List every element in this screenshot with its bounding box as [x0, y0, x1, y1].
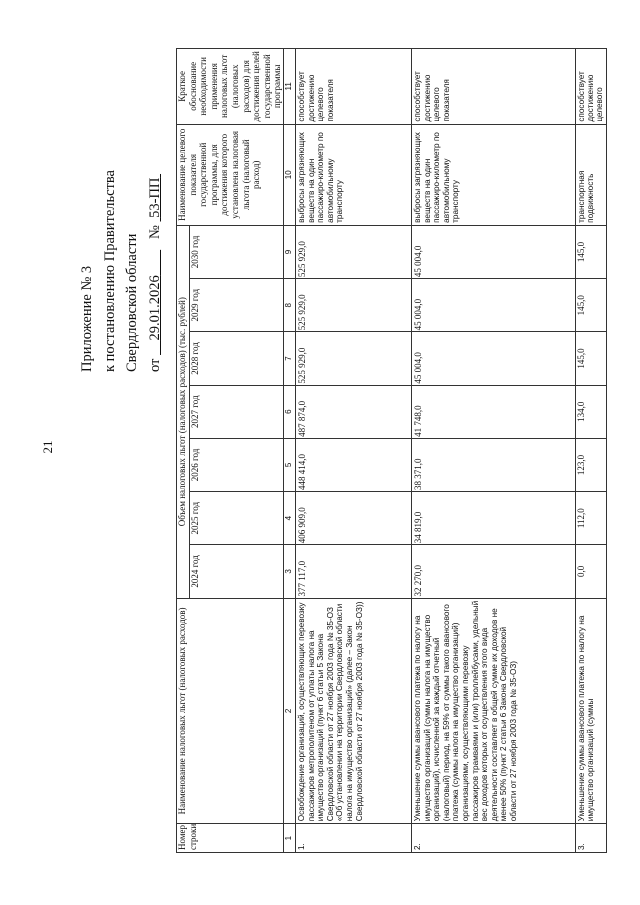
header-year: 2025 год	[189, 492, 283, 545]
column-number: 9	[283, 225, 295, 278]
volume-2027: 134,0	[575, 385, 606, 438]
benefit-name: Освобождение организаций, осуществляющих перевозку пассажиров метрополитеном от уплаты налога на имущество организаций (пункт 6 статьи 5 Закона Свердловской области от 27 ноября 2003 года № 35-ОЗ «Об установлении на территории Свердловской области налога на имущество организаций» (далее – Закон Свердловской области от 27 ноября 2003 года № 35-ОЗ))	[295, 598, 411, 824]
table-row	[575, 49, 606, 853]
number-prefix: №	[146, 225, 163, 239]
header-row-1	[177, 49, 190, 853]
tax-benefits-table-wrapper	[176, 48, 604, 853]
volume-2028: 145,0	[575, 332, 606, 385]
column-number: 6	[283, 385, 295, 438]
volume-2025: 112,0	[575, 492, 606, 545]
volume-2030: 145,0	[575, 225, 606, 278]
annex-title: Приложение № 3	[79, 265, 95, 372]
volume-2024: 32 270,0	[411, 545, 575, 598]
header-volume-group: Объем налоговых льгот (налоговых расходов) (тыс. рублей)	[177, 225, 190, 598]
justification: способствует достижению целевого	[575, 49, 606, 125]
page-number: 21	[40, 440, 55, 454]
volume-2028: 525 929,0	[295, 332, 411, 385]
column-number: 1	[283, 824, 295, 853]
header-name: Наименование налоговых льгот (налоговых расходов)	[177, 598, 284, 824]
volume-2026: 38 371,0	[411, 438, 575, 491]
volume-2024: 377 117,0	[295, 545, 411, 598]
date-prefix: от	[146, 358, 163, 372]
header-year: 2029 год	[189, 279, 283, 332]
annex-date-line	[144, 52, 167, 372]
resolution-date: 29.01.2026	[146, 275, 163, 341]
column-number-row	[283, 49, 295, 853]
justification: способствует достижению целевого показателя	[411, 49, 575, 125]
header-year: 2028 год	[189, 332, 283, 385]
justification: способствует достижению целевого показателя	[295, 49, 411, 125]
header-year: 2030 год	[189, 225, 283, 278]
volume-2030: 525 929,0	[295, 225, 411, 278]
annex-line-region: Свердловской области	[124, 233, 140, 372]
table-row	[295, 49, 411, 853]
column-number: 4	[283, 492, 295, 545]
column-number: 10	[283, 124, 295, 225]
header-year: 2026 год	[189, 438, 283, 491]
header-row-number: Номер строки	[177, 824, 284, 853]
benefit-name: Уменьшение суммы авансового платежа по налогу на имущество организаций (суммы налога на имущество организаций), исчисленной за каждый отчетный (налоговый) период, на 59% от суммы такого авансового платежа (суммы налога на имущество организаций) организациями, осуществляющими перевозку пассажиров трамваями и (или) троллейбусами, удельный вес доходов которых от осуществления этого вида деятельности составляет в общей сумме их доходов не менее 50% (пункт 2 статьи 6 Закона Свердловской области от 27 ноября 2003 года № 35-ОЗ)	[411, 598, 575, 824]
benefit-name: Уменьшение суммы авансового платежа по налогу на имущество организаций (суммы	[575, 598, 606, 824]
volume-2029: 45 004,0	[411, 279, 575, 332]
resolution-number: 53-ПП	[146, 177, 163, 218]
volume-2028: 45 004,0	[411, 332, 575, 385]
column-number: 2	[283, 598, 295, 824]
volume-2026: 448 414,0	[295, 438, 411, 491]
header-year: 2024 год	[189, 545, 283, 598]
volume-2027: 41 748,0	[411, 385, 575, 438]
column-number: 3	[283, 545, 295, 598]
target-indicator: выбросы загрязняющих веществ на один пассажиро-километр по автомобильному транспорту	[411, 124, 575, 225]
annex-block	[76, 52, 166, 372]
volume-2029: 525 929,0	[295, 279, 411, 332]
header-indicator: Наименование целевого показателя государственной программы, для достижения которого установлена налоговая льгота (налоговый расход)	[177, 124, 284, 225]
volume-2026: 123,0	[575, 438, 606, 491]
row-number: 1.	[295, 824, 411, 853]
header-year: 2027 год	[189, 385, 283, 438]
volume-2030: 45 004,0	[411, 225, 575, 278]
volume-2025: 34 819,0	[411, 492, 575, 545]
tax-benefits-table	[176, 48, 607, 853]
header-justification: Краткое обоснование необходимости применения налоговых льгот (налоговых расходов) для достижения целей государственной программы	[177, 49, 284, 125]
volume-2025: 406 909,0	[295, 492, 411, 545]
row-number: 2.	[411, 824, 575, 853]
volume-2027: 487 874,0	[295, 385, 411, 438]
volume-2029: 145,0	[575, 279, 606, 332]
column-number: 7	[283, 332, 295, 385]
row-number: 3.	[575, 824, 606, 853]
column-number: 5	[283, 438, 295, 491]
annex-line-resolution: к постановлению Правительства	[101, 170, 118, 372]
volume-2024: 0,0	[575, 545, 606, 598]
table-row	[411, 49, 575, 853]
column-number: 8	[283, 279, 295, 332]
target-indicator: выбросы загрязняющих веществ на один пассажиро-километр по автомобильному транспорту	[295, 124, 411, 225]
target-indicator: транспортная подвижность	[575, 124, 606, 225]
column-number: 11	[283, 49, 295, 125]
